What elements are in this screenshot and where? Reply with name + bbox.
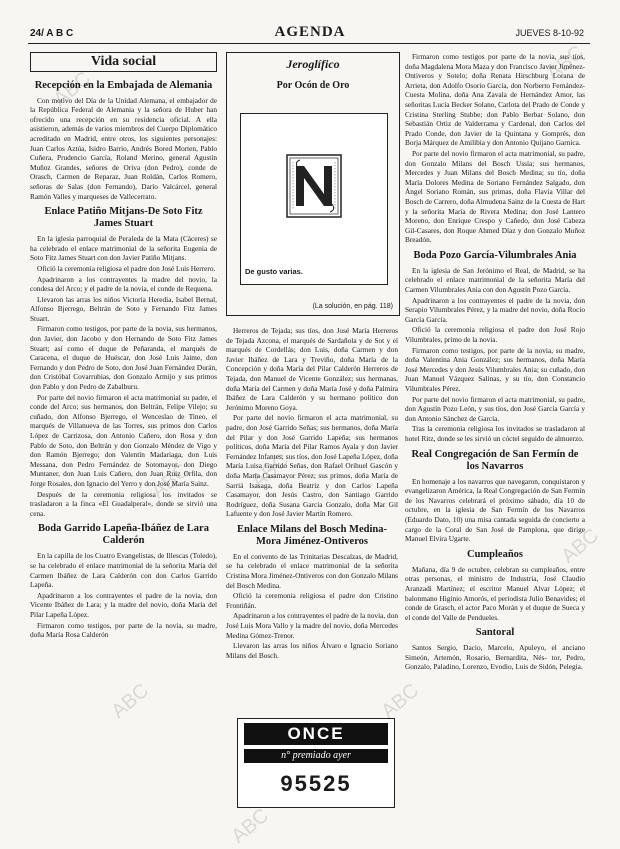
article-paragraph: Ofició la ceremonia religiosa el padre don José Luis Herrero. xyxy=(37,263,216,273)
column-middle xyxy=(226,326,398,766)
column-left xyxy=(30,52,217,842)
article-paragraph: Apadrinaron a los contrayentes el padre de la novia, don Vicente Ibáñez de Lara; y la madre del novio, doña María del Pilar Lapeña López. xyxy=(30,590,217,619)
article-paragraph: Por parte del novio firmaron el acta matrimonial su padre, el conde del Arco; sus hermanos, don Beltrán, Felipe Vilejo; su cuñado, don Alfonso Bjerrego, el Wenceslao de Tineo, el marqués de Villanueva de las Torres, sus primos don Carlos López de Carrizosa, don Antonio Cañero, don Rosa y don Pablo de Soto, don Beltrán y don Gonzalo Méndez de Vigo y don Ramón Bjerrego; don Valentín Madariaga, don Luis Messana, don Pedro Fernández de Sotomayor, don Diego Muntaner, don Juan Luis Cañero, don Juan Ruiz Orfila, don Jorge Rosales, don Ignacio del Yerro y don José María Sainz. xyxy=(30,392,217,488)
once-lottery-box xyxy=(237,718,395,808)
abc-watermark: ABC xyxy=(377,679,424,723)
article-paragraph: En la iglesia parroquial de Peraleda de la Mata (Cáceres) se ha celebrado el enlace matrimonial de la señorita Eugenia de Soto Fitz James Stuart con don Javier Patiño Mitjans. xyxy=(30,234,217,263)
article-paragraph: Con motivo del Día de la Unidad Alemana, el embajador de la República Federal de Alemania y la señora de Huber han ofrecido una recepción en su residencia oficial. A ella asistieron, además de varios miembros del Cuerpo Diplomático acreditado en Madrid, entre otros, los siguientes personajes: Juan Carlos Aztúa, Isidro Barrio, Andrés Bored Morten, Pablo Cuñera, Prudencio García, Roland Merino, general Agustín Muñoz Grandes, señores de Oriva (don Pedro), conde de Orasch, Carmen de Reparaz, Juan Roldán, Carlos Romero, señoras de Salas (don Fernando), Darío Valcárcel, general Ramón Valles y marqueses de Vallecerrato. xyxy=(30,95,217,201)
jeroglifico-author: Por Ocón de Oro xyxy=(276,80,350,91)
abc-watermark: ABC xyxy=(49,67,96,111)
article-paragraph: Ofició la ceremonia religiosa el padre don José Rojo Vilumbrales, primo de la novia. xyxy=(405,325,585,345)
jeroglifico-box xyxy=(226,52,400,316)
article-paragraph: Por parte del novio firmaron el acta matrimonial, su padre, don Agustín Pozo León, y sus tíos, don José García García y don Antonio Sánchez de García. xyxy=(405,394,585,423)
article-paragraph: Mañana, día 9 de octubre, celebran su cumpleaños, entre otras personas, el ministro de Industria, José Claudio Aranzadi Martínez; el escritor Manuel Alvar López; el balonmano Higinio Amorós, el periodista Julio Benavides; el conde de Grasch, el actor Paco Morán y el duque de Sueca y el conde del Valle de Pendueles. xyxy=(405,564,585,622)
article-paragraph: En homenaje a los navarros que navegaron, conquistaron y evangelizaron América, la Real Congregación de San Fermín de los Navarros celebrará el próximo sábado, día 10 de octubre, en la iglesia de San Fermín de los Navarros (Eduardo Dato, 10) una misa cantada seguida de concierto a cargo de la Coral de San José de Pamplona, que dirige Manuel Elvira Ugarte. xyxy=(405,476,585,544)
article-heading: Enlace Milans del Bosch Medina-Mora Jiménez-Ontiveros xyxy=(237,523,387,547)
article-paragraph: Apadrinaron a los contrayentes la madre del novio, la condesa del Arco; y el padre de la novia, el conde de Requena. xyxy=(30,274,217,294)
column-right xyxy=(405,52,585,842)
article-heading: Real Congregación de San Fermín de los Navarros xyxy=(411,448,579,472)
article-heading: Enlace Patiño Mitjans-De Soto Fitz James Stuart xyxy=(44,206,203,230)
article-heading: Cumpleaños xyxy=(466,548,523,560)
abc-watermark: ABC xyxy=(557,524,604,568)
article-paragraph: Firmaron como testigos, por parte de la novia, su madre, doña Valentina Ania González; sus hermanos, doña María José Mercedes y don Jesús Vilumbrales Ania; su cuñado, don Juan Manuel Vázquez Salinas, y su tío, don Constancio Vilumbrales Pérez. xyxy=(405,345,585,393)
once-winning-number: 95525 xyxy=(280,771,352,796)
article-paragraph: Apadrinaron a los contrayentes el padre de la novia, don José Luis Mora Vallo y la madre del novio, doña Mercedes Medina Gómez-Trenor. xyxy=(226,611,398,640)
jeroglifico-picture xyxy=(240,113,388,285)
jeroglifico-title: Jeroglífico xyxy=(286,57,340,71)
article-heading: Boda Garrido Lapeña-Ibáñez de Lara Calderón xyxy=(38,523,209,547)
article-heading: Boda Pozo García-Vilumbrales Ania xyxy=(413,249,577,261)
ornate-letter-n-icon xyxy=(286,154,342,218)
article-paragraph: Ofició la ceremonia religiosa el padre don Cristino Frontiñán. xyxy=(226,591,398,610)
abc-watermark: ABC xyxy=(147,459,194,503)
article-paragraph: Firmaron como testigos por parte de la novia, sus tíos, doña Magdalena Mora Maza y don Francisco Javier Jiménez-Ontiveros y Sotelo; doña Renata Hirschburg Lorana de Arrieta, don Adolfo Osorio García, don Norberto Fernández-Cuesta Molina, doña Ana Zavala de Hernández Amor, las señoritas Lucía Becker Solano, Carlota del Prado de Conde y Cristina Sterling Stubbe; don Pablo Berbar Solano, don Sebastián Ortiz de Valderrama y Cardenal, don Carlos del Prado Conde, don Javier de la Quintana y Gomprés, don Borja Márquez de Amilibia y don Antonio Quijano Garnica. xyxy=(405,52,585,148)
article-paragraph: Llevaron las arras los niños Victoria Heredia, Isabel Bernal, Alfonso Bjerrego, Beltrán de Soto y Fernando Fitz James Stuart. xyxy=(30,294,217,323)
article-heading: Recepción en la Embajada de Alemania xyxy=(34,79,213,91)
header-rule xyxy=(28,43,590,44)
article-heading: Santoral xyxy=(475,627,515,639)
article-paragraph: Por parte del novio firmaron el acta matrimonial, su padre, don Gonzalo Milans del Bosch Ussía; sus hermanos, Mercedes y Juan Milans del Bosch Medina; su tío, doña María Dolores Medina de Soriano Fernández Salgado, don Ángel Soriano Román, sus primas, doña Flavia Villar del Bosch de Carrero, doña Almudena Sainz de la Cuesta de Hart y la señorita María de Rivera Medina; don José Lantero Moreno, don Enrique Crespo y Cañedo, don José Cabeza Gil-Casares, don Roque Ahmed Díaz y don Gonzalo Muñoz Breadón. xyxy=(405,148,585,245)
article-paragraph: Después de la ceremonia religiosa los invitados se trasladaron a la finca «El Guadalperal», donde se sirvió una cena. xyxy=(30,489,217,518)
article-paragraph: Firmaron como testigos, por parte de la novia, su madre, doña María Rosa Calderón xyxy=(30,620,217,640)
jeroglifico-solution: (La solución, en pág. 118) xyxy=(312,303,393,310)
abc-watermark: ABC xyxy=(107,679,154,723)
once-brand: ONCE xyxy=(244,723,388,745)
article-paragraph: En la capilla de los Cuatro Evangelistas, de Illescas (Toledo), se ha celebrado el enlace matrimonial de la señorita María del Carmen Ibáñez de Lara Calderón con don Carlos Garrido Lapeña. xyxy=(30,551,217,590)
article-paragraph: Por parte del novio firmaron el acta matrimonial, su padre, don José Garrido Señas; sus hermanos, doña María del Pilar y don José Garrido Lapeña; sus hermanos políticos, doña María del Pilar Ramos Ayala y don Javier Fernández Infantes; sus tíos, don José Lapeña López, doña María Luisa Garrido Señas, don Rafael Orihuel Gascón y doña María Casamayor Pérez; sus primos, doña María de Sarriá Isasaga, doña Beatriz y don Carlos Lapeña Casamayor, don Jesús Castro, don Santiago Garrido Rodríguez, doña Susana García Gonzalo, doña Mar Gil Lafuente y don José Javier Martín Romero. xyxy=(226,413,398,519)
abc-watermark: ABC xyxy=(247,449,294,493)
article-paragraph: Tras la ceremonia religiosa los invitados se trasladaron al hotel Ritz, donde se les sirvió un cóctel seguido de almuerzo. xyxy=(405,424,585,443)
article-paragraph: En el convento de las Trinitarias Descalzas, de Madrid, se ha celebrado el enlace matrimonial de la señorita Cristina Mora Jiménez-Ontiveros con don Gonzalo Milans del Bosch Medina. xyxy=(226,551,398,590)
abc-watermark: ABC xyxy=(542,41,589,85)
once-subtitle: n° premiado ayer xyxy=(244,749,388,763)
abc-watermark: ABC xyxy=(227,804,274,848)
issue-date: JUEVES 8-10-92 xyxy=(515,28,584,38)
page-number: 24/ A B C xyxy=(30,28,74,39)
section-title: AGENDA xyxy=(274,24,346,40)
jeroglifico-caption: De gusto varias. xyxy=(245,267,303,276)
page-header xyxy=(0,0,620,44)
article-paragraph: Apadrinaron a los contrayentes el padre de la novia, don Serapio Vilumbrales Pérez, y la madre del novio, doña Rocío García García. xyxy=(405,295,585,324)
article-paragraph: Santos Sergio, Dacio, Marcelo, Apuleyo, el anciano Simeón, Artemón, Rosario, Bernardita, Nés- tor, Pedro, Gonzalo, Paladino, Lorenzo, Evodio, Luis de Sidón, Pelegia. xyxy=(405,643,585,672)
article-paragraph: En la iglesia de San Jerónimo el Real, de Madrid, se ha celebrado el enlace matrimonial de la señorita María del Carmen Vilumbrales Ania con don Agustín Pozo García. xyxy=(405,265,585,295)
vida-social-title: Vida social xyxy=(30,52,217,72)
article-paragraph: Firmaron como testigos, por parte de la novia, sus hermanos, don Javier, don Jacobo y don Hernando de Soto Fitz James Stuart; así como el duque de Peñaranda, el marqués de Caracena, el duque de Huéscar, don José Luis Jaime, don Fernando y don Pedro de Soto, don José Juan Fernández Durán, don Cristóbal Covarrubias, don Gonzalo Armijo y sus primos don Pablo y don Pedro de Zabalburu. xyxy=(30,324,217,392)
article-paragraph: Herreros de Tejada; sus tíos, don José María Herreros de Tejada Azcona, el marqués de Sardañola y de Sot y el marqués de Cordellás; don Luis, doña Carmen y don Javier Ibáñez de Lara y Treviño, doña María de la Concepción y doña María del Pilar Calderón Herreros de Tejada, don Manuel de Vicente González; sus hermanas, doña María del Carmen y doña María José y doña Palmira Ibáñez de Lara Calderón y su hermano político don Jerónimo Moreno Goya. xyxy=(226,326,398,412)
article-paragraph: Llevaron las arras los niños Álvaro e Ignacio Soriano Milans del Bosch. xyxy=(226,641,398,660)
